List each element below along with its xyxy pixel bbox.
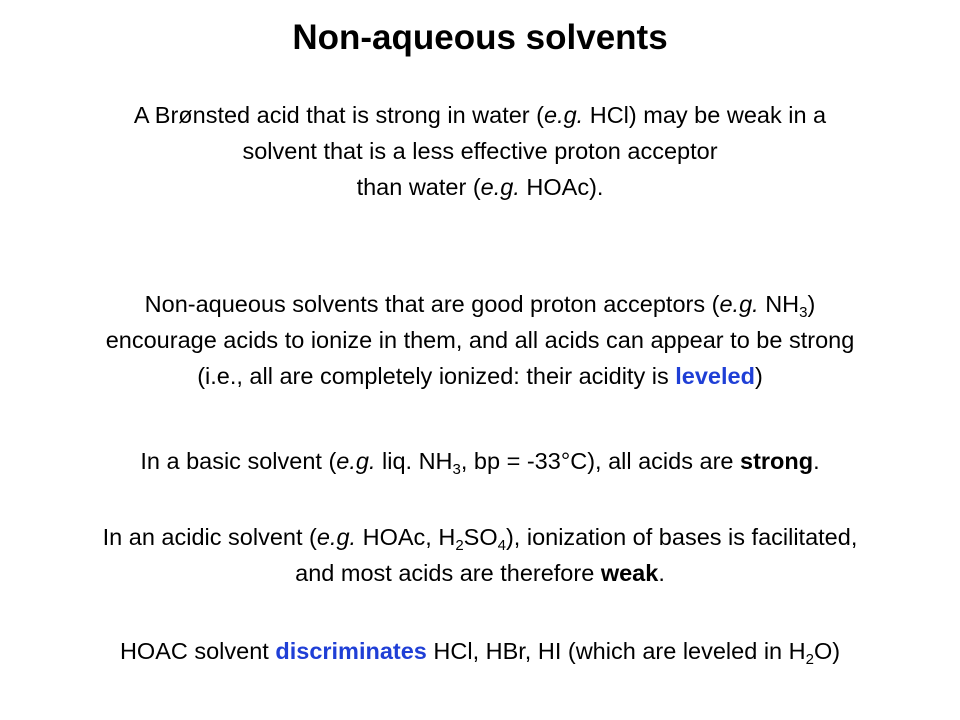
subscript: 2 (455, 537, 464, 554)
text-run: ) (754, 363, 763, 389)
paragraph-basic-solvent (8, 443, 952, 479)
text-run: liq. NH (375, 448, 453, 474)
paragraph-line (8, 443, 952, 479)
text-run: . (813, 448, 820, 474)
eg-italic: e.g. (544, 102, 584, 128)
text-run: HOAc, H (356, 524, 456, 550)
text-run: (i.e., all are completely ionized: their acidity is (197, 363, 676, 389)
text-run: ), ionization of bases is facilitated, (505, 524, 858, 550)
eg-italic: e.g. (719, 291, 759, 317)
paragraph-line: solvent that is a less effective proton acceptor (242, 138, 718, 164)
subscript: 3 (799, 304, 808, 321)
text-run: HCl) may be weak in a (583, 102, 827, 128)
subscript: 4 (497, 537, 506, 554)
text-run: than water ( (356, 174, 481, 200)
text-run: HOAC solvent (119, 638, 276, 664)
paragraph-line: encourage acids to ionize in them, and all acids can appear to be strong (105, 327, 855, 353)
paragraph-line (8, 633, 952, 669)
text-run: ) (807, 291, 816, 317)
text-run: HCl, HBr, HI (which are leveled in H (426, 638, 806, 664)
paragraph-line (8, 97, 952, 133)
paragraph-line (8, 519, 952, 555)
discriminates-highlight: discriminates (275, 638, 427, 664)
text-run: . (658, 560, 665, 586)
text-run: In a basic solvent ( (140, 448, 337, 474)
paragraph-line (8, 555, 952, 591)
text-run: NH (758, 291, 800, 317)
text-run: A Brønsted acid that is strong in water ( (133, 102, 544, 128)
subscript: 2 (805, 651, 814, 668)
paragraph-line (8, 358, 952, 394)
paragraph-bronsted-acid (8, 97, 952, 205)
text-run: and most acids are therefore (295, 560, 601, 586)
text-run: In an acidic solvent ( (102, 524, 317, 550)
paragraph-hoac-discriminates (8, 633, 952, 669)
eg-italic: e.g. (336, 448, 376, 474)
paragraph-line (8, 286, 952, 322)
eg-italic: e.g. (316, 524, 357, 550)
slide-title: Non-aqueous solvents (292, 18, 668, 57)
text-run: Non-aqueous solvents that are good proton acceptors ( (144, 291, 720, 317)
text-run: , bp = -33°C), all acids are (460, 448, 740, 474)
strong-bold: strong (740, 448, 814, 474)
text-run: HOAc). (519, 174, 604, 200)
eg-italic: e.g. (480, 174, 520, 200)
leveled-highlight: leveled (675, 363, 755, 389)
paragraph-proton-acceptors (8, 286, 952, 394)
text-run: SO (463, 524, 498, 550)
subscript: 3 (452, 461, 461, 478)
weak-bold: weak (600, 560, 659, 586)
text-run: O) (813, 638, 841, 664)
paragraph-acidic-solvent (8, 519, 952, 591)
paragraph-line (8, 169, 952, 205)
